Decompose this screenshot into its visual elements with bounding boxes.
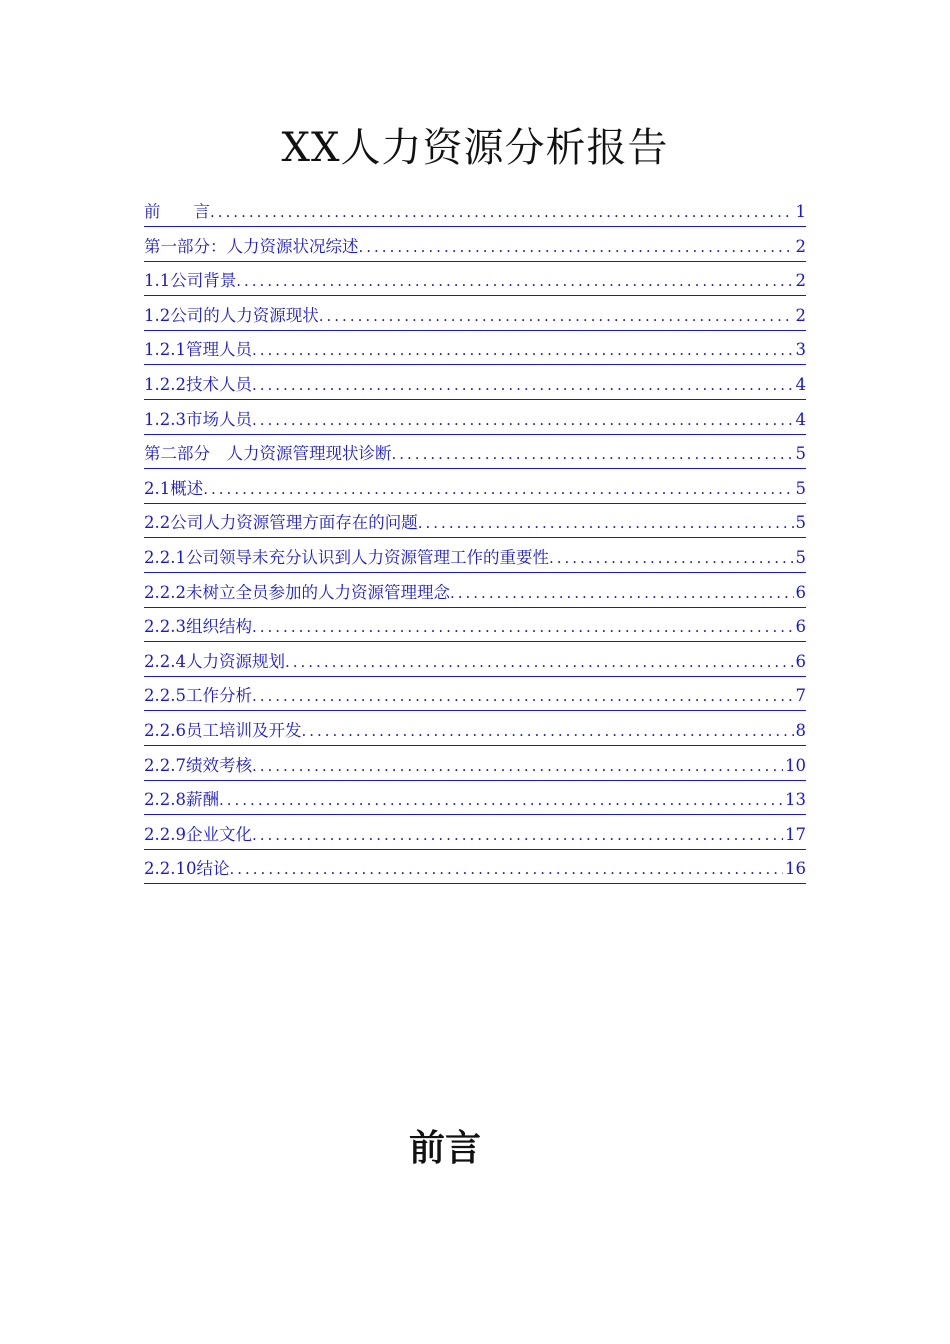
toc-entry[interactable] <box>144 752 806 787</box>
toc-dot-leader <box>549 544 794 573</box>
toc-entry-label: 2.2.7绩效考核 <box>144 752 252 781</box>
toc-dot-leader <box>236 267 793 296</box>
toc-dot-leader <box>252 406 794 435</box>
toc-entry-page: 8 <box>794 717 807 746</box>
toc-entry-page: 5 <box>794 475 807 504</box>
toc-entry-label: 2.2.2未树立全员参加的人力资源管理理念 <box>144 579 450 608</box>
toc-entry-label: 2.1概述 <box>144 475 203 504</box>
toc-entry-page: 6 <box>794 579 807 608</box>
toc-entry[interactable] <box>144 509 806 544</box>
toc-dot-leader <box>203 475 793 504</box>
toc-entry[interactable] <box>144 336 806 371</box>
toc-entry-page: 4 <box>794 371 807 400</box>
toc-entry-page: 5 <box>794 509 807 538</box>
toc-dot-leader <box>319 302 794 331</box>
toc-entry-page: 3 <box>794 336 807 365</box>
toc-entry-page: 5 <box>794 440 807 469</box>
toc-dot-leader <box>450 579 794 608</box>
toc-entry-label: 1.2.1管理人员 <box>144 336 252 365</box>
toc-entry-label: 前 言 <box>144 198 210 227</box>
toc-dot-leader <box>359 233 794 262</box>
toc-entry[interactable] <box>144 475 806 510</box>
toc-entry-label: 1.2.3市场人员 <box>144 406 252 435</box>
toc-entry-label: 1.1公司背景 <box>144 267 236 296</box>
toc-entry-label: 2.2.9企业文化 <box>144 821 252 850</box>
toc-entry-label: 2.2.6员工培训及开发 <box>144 717 301 746</box>
toc-dot-leader <box>210 198 794 227</box>
toc-entry[interactable] <box>144 233 806 268</box>
toc-dot-leader <box>392 440 794 469</box>
toc-entry-page: 17 <box>783 821 806 850</box>
toc-entry-label: 2.2.3组织结构 <box>144 613 252 642</box>
toc-entry-page: 5 <box>794 544 807 573</box>
toc-entry[interactable] <box>144 855 806 890</box>
toc-entry[interactable] <box>144 821 806 856</box>
toc-dot-leader <box>285 648 794 677</box>
toc-entry[interactable] <box>144 371 806 406</box>
toc-entry-label: 第二部分 人力资源管理现状诊断 <box>144 440 392 469</box>
toc-entry[interactable] <box>144 302 806 337</box>
toc-entry-label: 2.2.1公司领导未充分认识到人力资源管理工作的重要性 <box>144 544 549 573</box>
toc-entry[interactable] <box>144 648 806 683</box>
toc-entry-page: 2 <box>794 302 807 331</box>
toc-entry-label: 2.2.8薪酬 <box>144 786 219 815</box>
toc-entry-page: 6 <box>794 648 807 677</box>
toc-entry[interactable] <box>144 267 806 302</box>
toc-dot-leader <box>252 336 794 365</box>
toc-dot-leader <box>252 821 783 850</box>
document-title: XX人力资源分析报告 <box>281 125 669 171</box>
toc-entry[interactable] <box>144 682 806 717</box>
toc-dot-leader <box>252 371 794 400</box>
toc-entry-page: 2 <box>794 233 807 262</box>
toc-dot-leader <box>229 855 783 884</box>
toc-entry-page: 6 <box>794 613 807 642</box>
toc-entry-page: 16 <box>783 855 806 884</box>
toc-entry[interactable] <box>144 440 806 475</box>
toc-entry[interactable] <box>144 406 806 441</box>
toc-entry[interactable] <box>144 198 806 233</box>
toc-entry[interactable] <box>144 717 806 752</box>
toc-entry-label: 2.2.4人力资源规划 <box>144 648 285 677</box>
toc-entry-label: 第一部分：人力资源状况综述 <box>144 233 359 262</box>
toc-entry-label: 1.2.2技术人员 <box>144 371 252 400</box>
toc-entry[interactable] <box>144 579 806 614</box>
toc-entry-page: 13 <box>783 786 806 815</box>
toc-dot-leader <box>219 786 783 815</box>
toc-dot-leader <box>252 613 794 642</box>
toc-entry[interactable] <box>144 786 806 821</box>
toc-entry-label: 2.2.10结论 <box>144 855 229 884</box>
toc-entry-page: 10 <box>783 752 806 781</box>
toc-entry[interactable] <box>144 544 806 579</box>
toc-dot-leader <box>252 682 794 711</box>
table-of-contents <box>144 198 806 890</box>
toc-dot-leader <box>418 509 794 538</box>
toc-entry[interactable] <box>144 613 806 648</box>
toc-entry-label: 1.2公司的人力资源现状 <box>144 302 319 331</box>
toc-entry-label: 2.2公司人力资源管理方面存在的问题 <box>144 509 418 538</box>
toc-entry-page: 7 <box>794 682 807 711</box>
toc-dot-leader <box>301 717 793 746</box>
toc-entry-page: 1 <box>794 198 807 227</box>
section-heading-preface: 前言 <box>408 1127 481 1169</box>
toc-entry-page: 2 <box>794 267 807 296</box>
toc-entry-label: 2.2.5工作分析 <box>144 682 252 711</box>
toc-dot-leader <box>252 752 783 781</box>
toc-entry-page: 4 <box>794 406 807 435</box>
